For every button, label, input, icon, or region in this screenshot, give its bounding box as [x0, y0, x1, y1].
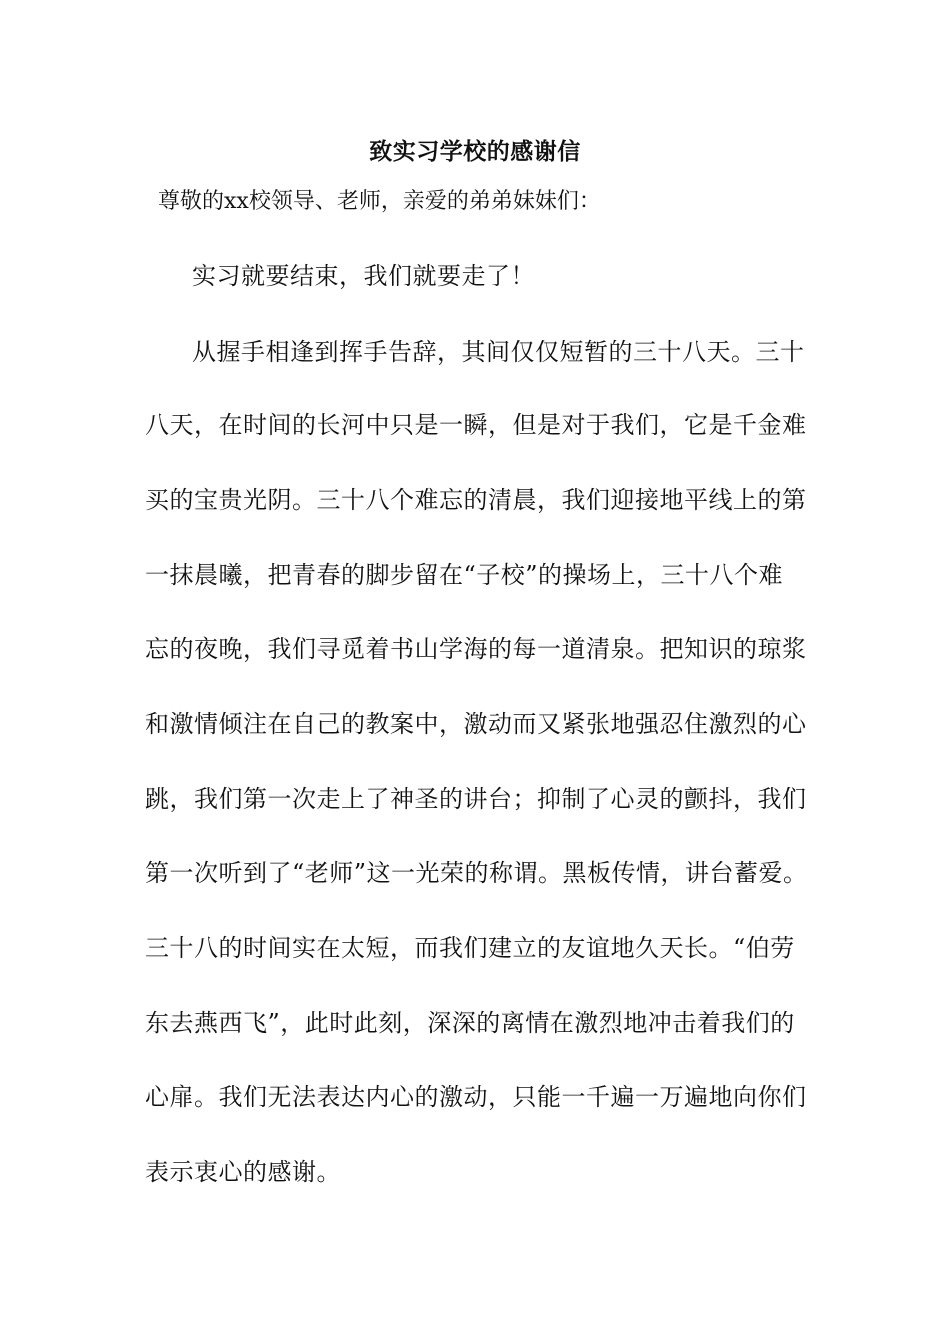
paragraph-line: 表示衷心的感谢。	[145, 1158, 341, 1186]
paragraph-line: 忘的夜晚，我们寻觅着书山学海的每一道清泉。把知识的琼浆	[145, 635, 807, 663]
paragraph-line: 第一次听到了“老师”这一光荣的称谓。黑板传情，讲台蓄爱。	[145, 859, 808, 887]
document-title: 致实习学校的感谢信	[369, 138, 581, 165]
paragraph-line: 买的宝贵光阴。三十八个难忘的清晨，我们迎接地平线上的第	[145, 486, 807, 514]
paragraph-line: 八天，在时间的长河中只是一瞬，但是对于我们，它是千金难	[145, 411, 807, 439]
paragraph-line: 实习就要结束，我们就要走了！	[192, 262, 535, 290]
paragraph-line: 心扉。我们无法表达内心的激动，只能一千遍一万遍地向你们	[145, 1083, 807, 1111]
paragraph-line: 一抹晨曦，把青春的脚步留在“子校”的操场上，三十八个难	[145, 561, 784, 589]
paragraph-line: 跳，我们第一次走上了神圣的讲台；抑制了心灵的颤抖，我们	[145, 785, 807, 813]
paragraph-line: 和激情倾注在自己的教案中，激动而又紧张地强忍住激烈的心	[145, 710, 807, 738]
salutation: 尊敬的xx校领导、老师，亲爱的弟弟妹妹们：	[158, 189, 601, 214]
paragraph-line: 东去燕西飞”，此时此刻，深深的离情在激烈地冲击着我们的	[145, 1009, 795, 1037]
paragraph-line: 三十八的时间实在太短，而我们建立的友谊地久天长。“伯劳	[145, 934, 795, 962]
paragraph-line: 从握手相逢到挥手告辞，其间仅仅短暂的三十八天。三十	[192, 338, 805, 366]
